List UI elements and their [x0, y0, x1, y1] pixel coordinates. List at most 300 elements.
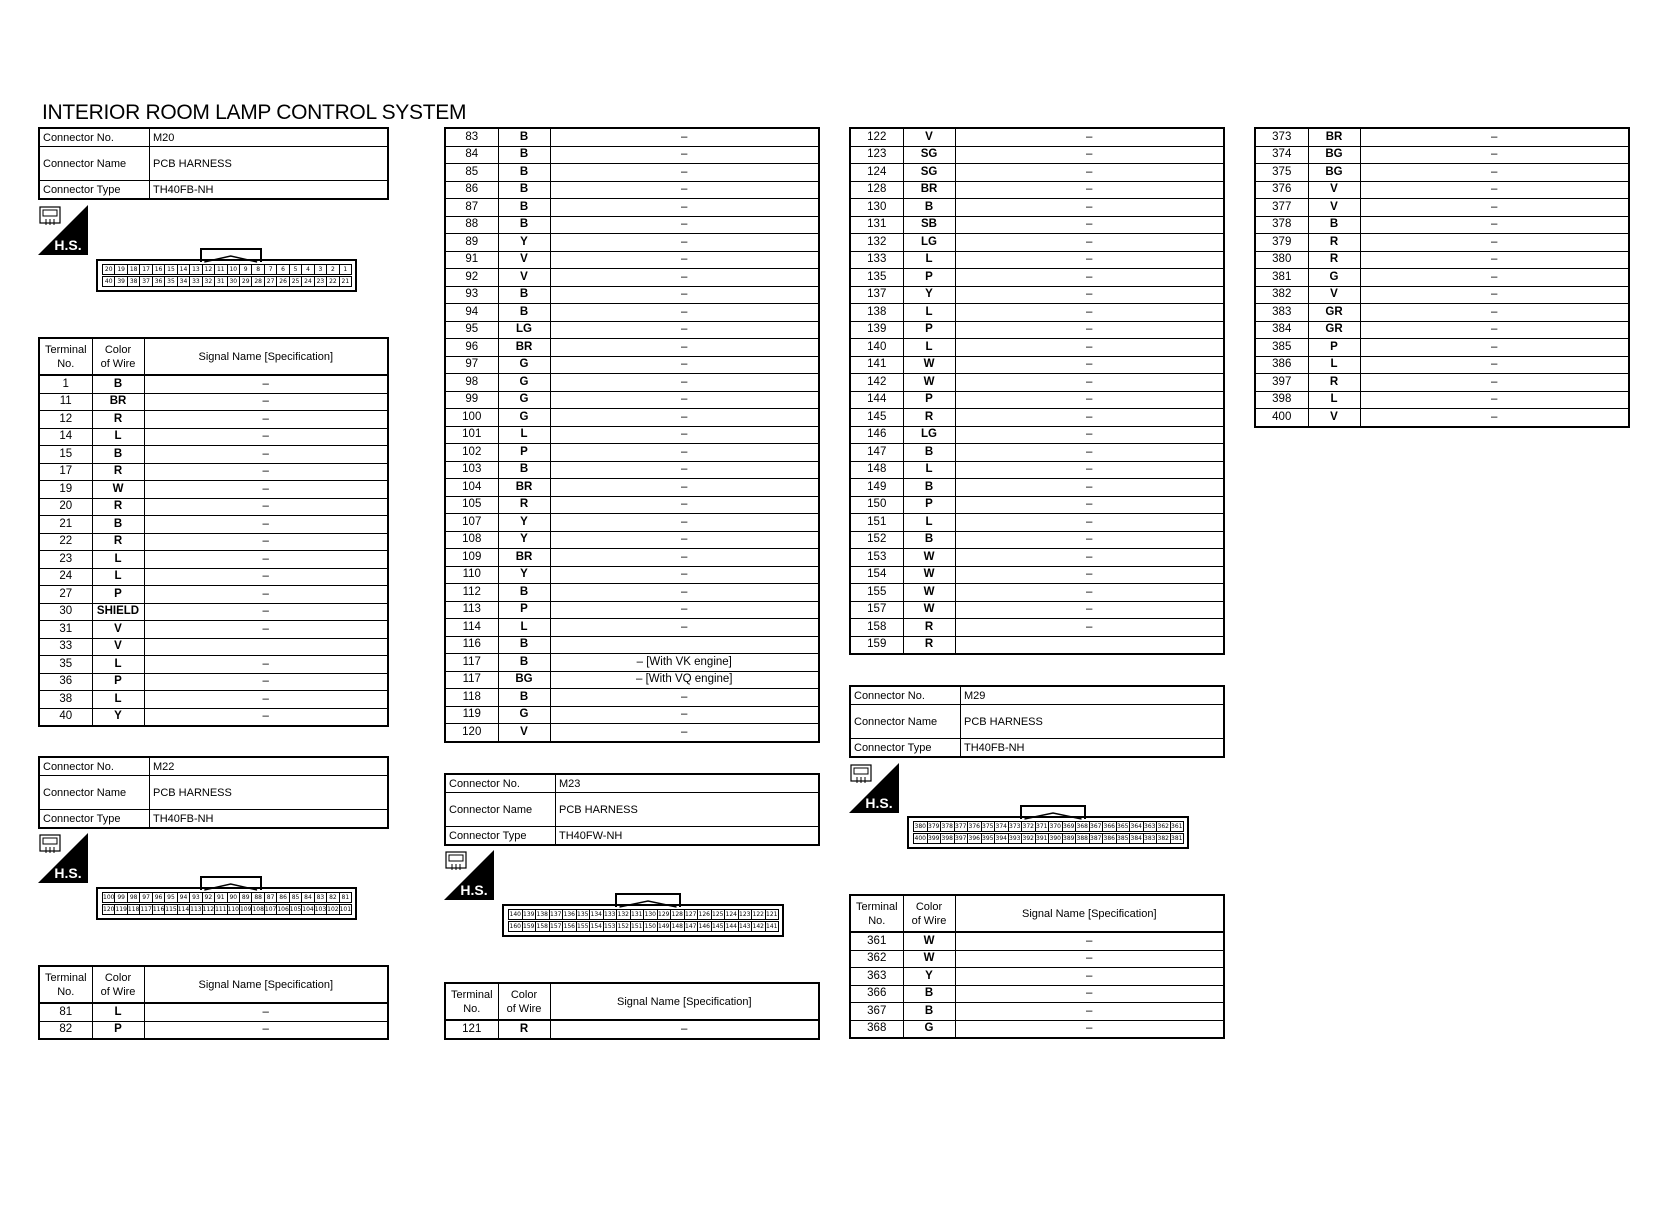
wire-color: G [498, 356, 550, 374]
terminal-no: 98 [445, 374, 498, 392]
table-row [850, 985, 1224, 1003]
connector-pin: 375 [982, 823, 994, 830]
terminal-no: 363 [850, 968, 903, 986]
connector-pin: 101 [339, 906, 352, 913]
wire-color: SG [903, 164, 955, 182]
terminal-no: 23 [39, 551, 92, 569]
signal-name: – [1360, 356, 1629, 374]
terminal-no: 110 [445, 566, 498, 584]
signal-name-header: Signal Name [Specification] [550, 983, 819, 1020]
table-row [445, 1020, 819, 1039]
wire-color: R [1308, 374, 1360, 392]
terminal-table-m20 [38, 337, 389, 727]
connector-pin: 2 [326, 264, 339, 275]
connector-no-value: M29 [961, 686, 1225, 705]
terminal-no: 132 [850, 234, 903, 252]
connector-pin: 103 [314, 906, 327, 913]
terminal-no: 12 [39, 411, 92, 429]
terminal-no: 21 [39, 516, 92, 534]
wire-color: BG [1308, 164, 1360, 182]
signal-name-header: Signal Name [Specification] [955, 895, 1224, 932]
table-row [850, 286, 1224, 304]
connector-pin: 370 [1049, 823, 1061, 830]
terminal-no: 151 [850, 514, 903, 532]
connector-pin: 135 [577, 911, 589, 918]
connector-pin: 146 [698, 923, 710, 930]
table-row [1255, 374, 1629, 392]
terminal-no: 114 [445, 619, 498, 637]
table-row [1255, 146, 1629, 164]
wire-color: B [92, 375, 144, 393]
wire-color: B [498, 636, 550, 654]
table-row [445, 689, 819, 707]
terminal-no: 374 [1255, 146, 1308, 164]
connector-pin: 116 [152, 906, 165, 913]
signal-name: – [955, 1020, 1224, 1038]
connector-pin: 132 [617, 911, 629, 918]
terminal-no: 96 [445, 339, 498, 357]
wire-color: G [498, 391, 550, 409]
signal-name: – [144, 551, 388, 569]
table-row [1255, 269, 1629, 287]
terminal-no: 376 [1255, 181, 1308, 199]
connector-pin: 18 [127, 264, 140, 275]
table-row [1255, 409, 1629, 427]
table-row [850, 932, 1224, 950]
terminal-no: 400 [1255, 409, 1308, 427]
harness-side-icon [849, 763, 899, 813]
wire-color: V [1308, 409, 1360, 427]
harness-side-icon [444, 850, 494, 900]
table-row [39, 393, 388, 411]
wire-color: P [92, 1021, 144, 1039]
terminal-no: 378 [1255, 216, 1308, 234]
table-row [850, 181, 1224, 199]
color-of-wire-header: Color of Wire [92, 338, 144, 375]
wire-color: R [903, 409, 955, 427]
signal-name: – [550, 496, 819, 514]
signal-name: – [955, 531, 1224, 549]
connector-no-value: M20 [150, 128, 389, 147]
table-row [850, 426, 1224, 444]
table-row [445, 461, 819, 479]
wire-color: B [498, 164, 550, 182]
table-row [1255, 128, 1629, 146]
color-of-wire-header: Color of Wire [92, 966, 144, 1003]
signal-name: – [955, 496, 1224, 514]
connector-pin: 39 [114, 276, 127, 287]
wire-color: V [498, 269, 550, 287]
table-row [39, 708, 388, 726]
terminal-no: 382 [1255, 286, 1308, 304]
wire-color: Y [498, 234, 550, 252]
wire-color: BR [903, 181, 955, 199]
signal-name: – [144, 481, 388, 499]
connector-pin: 38 [127, 276, 140, 287]
connector-pin: 140 [509, 911, 521, 918]
connector-pin: 389 [1063, 835, 1075, 842]
wire-color: G [498, 706, 550, 724]
connector-pin: 115 [165, 906, 177, 913]
connector-pin: 372 [1022, 823, 1034, 830]
connector-pin: 92 [202, 892, 215, 903]
signal-name: – [955, 619, 1224, 637]
signal-name: – [144, 411, 388, 429]
terminal-no: 131 [850, 216, 903, 234]
signal-name: – [955, 339, 1224, 357]
connector-type-value: TH40FB-NH [150, 810, 389, 829]
connector-pin: 126 [698, 911, 710, 918]
connector-pin: 119 [115, 906, 127, 913]
table-row [1255, 339, 1629, 357]
wire-color: B [903, 531, 955, 549]
wire-color: B [903, 199, 955, 217]
wire-color: L [903, 339, 955, 357]
terminal-no: 11 [39, 393, 92, 411]
terminal-no: 122 [850, 128, 903, 146]
wire-color: SG [903, 146, 955, 164]
terminal-no: 112 [445, 584, 498, 602]
terminal-table-m29 [849, 894, 1225, 1039]
wire-color: L [92, 428, 144, 446]
connector-pin: 367 [1090, 823, 1102, 830]
signal-name: – [144, 533, 388, 551]
table-row [1255, 181, 1629, 199]
signal-name: – [955, 374, 1224, 392]
wire-color: V [498, 724, 550, 742]
signal-name: – [144, 621, 388, 639]
table-row [850, 549, 1224, 567]
signal-name: – [955, 461, 1224, 479]
signal-name: – [550, 1020, 819, 1039]
connector-pin: 40 [102, 276, 115, 287]
connector-pin: 154 [590, 923, 602, 930]
connector-pin: 28 [251, 276, 264, 287]
terminal-no: 1 [39, 375, 92, 393]
connector-pin: 34 [177, 276, 190, 287]
wire-color: B [903, 985, 955, 1003]
connector-no-label: Connector No. [850, 686, 961, 705]
terminal-no: 155 [850, 584, 903, 602]
terminal-no: 30 [39, 603, 92, 621]
wire-color: B [92, 446, 144, 464]
connector-face-m29 [907, 805, 1189, 849]
terminal-no: 135 [850, 269, 903, 287]
wire-color: R [92, 411, 144, 429]
table-row [445, 216, 819, 234]
table-row [39, 463, 388, 481]
connector-no-value: M23 [556, 774, 820, 793]
page-title: INTERIOR ROOM LAMP CONTROL SYSTEM [42, 101, 467, 124]
table-row [445, 724, 819, 742]
color-of-wire-header: Color of Wire [498, 983, 550, 1020]
connector-pin: 107 [264, 906, 277, 913]
signal-name: – [955, 601, 1224, 619]
hs-label: H.S. [54, 237, 82, 253]
signal-name: – [550, 461, 819, 479]
connector-pin: 16 [152, 264, 165, 275]
connector-pin: 83 [314, 892, 327, 903]
terminal-no: 154 [850, 566, 903, 584]
signal-name: – [1360, 339, 1629, 357]
connector-pin: 105 [289, 906, 302, 913]
wire-color: R [1308, 234, 1360, 252]
connector-pin: 397 [955, 835, 967, 842]
connector-pin: 139 [523, 911, 535, 918]
wire-color: B [498, 146, 550, 164]
signal-name: – [550, 479, 819, 497]
table-row [850, 164, 1224, 182]
connector-pin: 152 [617, 923, 629, 930]
wire-color: L [1308, 391, 1360, 409]
wire-color: V [92, 621, 144, 639]
signal-name: – [550, 251, 819, 269]
connector-face-m22 [96, 876, 357, 920]
harness-side-icon [38, 833, 88, 883]
connector-pin: 102 [327, 906, 339, 913]
signal-name: – [955, 181, 1224, 199]
table-row [445, 619, 819, 637]
connector-pin: 94 [177, 892, 190, 903]
wire-color: L [92, 656, 144, 674]
wire-color: V [1308, 181, 1360, 199]
connector-pin: 86 [276, 892, 289, 903]
connector-pin: 12 [202, 264, 215, 275]
connector-pin: 399 [928, 835, 940, 842]
signal-name [550, 636, 819, 654]
connector-type-label: Connector Type [445, 827, 556, 846]
signal-name: – [550, 234, 819, 252]
connector-pin: 84 [301, 892, 314, 903]
wire-color: W [903, 584, 955, 602]
wire-color: P [903, 321, 955, 339]
table-row [39, 1003, 388, 1021]
signal-name: – [550, 706, 819, 724]
table-row [850, 514, 1224, 532]
table-row [1255, 286, 1629, 304]
wire-color: G [1308, 269, 1360, 287]
connector-pin: 122 [752, 911, 764, 918]
signal-name [144, 638, 388, 656]
terminal-no: 40 [39, 708, 92, 726]
signal-name: – [955, 549, 1224, 567]
connector-pin: 158 [536, 923, 548, 930]
signal-name: – [955, 985, 1224, 1003]
connector-pin: 393 [1009, 835, 1021, 842]
signal-name: – [550, 391, 819, 409]
wire-color: BR [498, 479, 550, 497]
connector-face-m23 [502, 893, 784, 937]
terminal-no: 100 [445, 409, 498, 427]
signal-name: – [144, 516, 388, 534]
connector-pin: 108 [252, 906, 264, 913]
connector-pin: 373 [1009, 823, 1021, 830]
wire-color: B [1308, 216, 1360, 234]
table-row [39, 656, 388, 674]
table-row [445, 286, 819, 304]
connector-pin: 112 [202, 906, 215, 913]
connector-pin: 85 [289, 892, 302, 903]
connector-pin: 25 [289, 276, 302, 287]
wire-color: B [498, 199, 550, 217]
signal-name: – [955, 391, 1224, 409]
connector-face-m20 [96, 248, 357, 292]
connector-pin: 129 [658, 911, 670, 918]
table-row [850, 601, 1224, 619]
terminal-no: 142 [850, 374, 903, 392]
table-row [850, 619, 1224, 637]
terminal-no: 120 [445, 724, 498, 742]
connector-name-value: PCB HARNESS [150, 776, 389, 810]
connector-pin: 19 [114, 264, 127, 275]
wire-color: L [498, 619, 550, 637]
wire-color: P [498, 601, 550, 619]
table-row [850, 950, 1224, 968]
terminal-no: 397 [1255, 374, 1308, 392]
wire-color: G [498, 409, 550, 427]
table-row [850, 321, 1224, 339]
table-row [850, 968, 1224, 986]
wire-color: W [903, 356, 955, 374]
wire-color: B [903, 479, 955, 497]
connector-no-label: Connector No. [445, 774, 556, 793]
signal-name: – [955, 932, 1224, 950]
connector-pin: 21 [339, 276, 352, 287]
terminal-no: 158 [850, 619, 903, 637]
signal-name: – [550, 181, 819, 199]
terminal-no: 150 [850, 496, 903, 514]
connector-pin: 383 [1144, 835, 1156, 842]
connector-pin: 145 [712, 923, 724, 930]
wire-color: R [498, 496, 550, 514]
wire-color: LG [903, 234, 955, 252]
terminal-no: 89 [445, 234, 498, 252]
signal-name: – [955, 1003, 1224, 1021]
wire-color: B [498, 304, 550, 322]
connector-pin: 15 [164, 264, 177, 275]
table-row [39, 691, 388, 709]
wire-color: R [92, 533, 144, 551]
signal-name: – [1360, 269, 1629, 287]
signal-name: – [550, 339, 819, 357]
table-row [850, 269, 1224, 287]
table-row [850, 636, 1224, 654]
connector-pin: 390 [1049, 835, 1061, 842]
signal-name: – [144, 446, 388, 464]
wire-color: B [498, 689, 550, 707]
terminal-no: 107 [445, 514, 498, 532]
table-row [445, 549, 819, 567]
wire-color: B [903, 1003, 955, 1021]
wire-color: W [903, 374, 955, 392]
table-row [445, 671, 819, 689]
terminal-no: 379 [1255, 234, 1308, 252]
table-row [445, 199, 819, 217]
wire-color: V [498, 251, 550, 269]
signal-name: – [1360, 321, 1629, 339]
terminal-no: 146 [850, 426, 903, 444]
connector-pin: 27 [264, 276, 277, 287]
connector-pin: 392 [1022, 835, 1034, 842]
signal-name: – [1360, 409, 1629, 427]
terminal-no: 36 [39, 673, 92, 691]
connector-pin: 400 [914, 835, 926, 842]
terminal-no: 375 [1255, 164, 1308, 182]
signal-name: – [955, 128, 1224, 146]
connector-pin: 10 [227, 264, 240, 275]
connector-pin: 24 [301, 276, 314, 287]
connector-pin: 131 [631, 911, 643, 918]
terminal-no: 377 [1255, 199, 1308, 217]
signal-name: – [550, 164, 819, 182]
signal-name: – [1360, 251, 1629, 269]
table-row [445, 128, 819, 146]
signal-name: – [1360, 181, 1629, 199]
signal-name: – [1360, 391, 1629, 409]
terminal-no: 86 [445, 181, 498, 199]
signal-name: – [1360, 304, 1629, 322]
signal-name: – [1360, 128, 1629, 146]
table-row [445, 374, 819, 392]
color-of-wire-header: Color of Wire [903, 895, 955, 932]
connector-pin: 127 [685, 911, 697, 918]
terminal-no: 15 [39, 446, 92, 464]
wire-color: R [903, 636, 955, 654]
connector-pin: 137 [550, 911, 562, 918]
wire-color: B [903, 444, 955, 462]
signal-name: – [1360, 164, 1629, 182]
signal-name: – [144, 463, 388, 481]
signal-name: – [550, 409, 819, 427]
terminal-no: 383 [1255, 304, 1308, 322]
signal-name: – [550, 321, 819, 339]
terminal-no: 93 [445, 286, 498, 304]
signal-name: – [550, 128, 819, 146]
terminal-no: 384 [1255, 321, 1308, 339]
table-row [445, 234, 819, 252]
connector-pin: 128 [671, 911, 683, 918]
connector-pin: 93 [189, 892, 202, 903]
connector-pin: 35 [164, 276, 177, 287]
terminal-no: 105 [445, 496, 498, 514]
wire-color: L [92, 691, 144, 709]
signal-name: – [144, 691, 388, 709]
connector-pin: 361 [1171, 823, 1183, 830]
terminal-no: 19 [39, 481, 92, 499]
table-row [1255, 251, 1629, 269]
terminal-no: 117 [445, 654, 498, 672]
connector-pin: 90 [227, 892, 240, 903]
connector-pin: 143 [739, 923, 751, 930]
terminal-no: 22 [39, 533, 92, 551]
terminal-no: 147 [850, 444, 903, 462]
table-row [445, 181, 819, 199]
table-row [445, 654, 819, 672]
signal-name: – [955, 304, 1224, 322]
connector-type-label: Connector Type [39, 810, 150, 829]
table-row [445, 584, 819, 602]
connector-pin: 32 [202, 276, 215, 287]
wire-color: P [903, 496, 955, 514]
connector-pin: 125 [712, 911, 724, 918]
connector-info-m23 [444, 773, 820, 846]
terminal-no: 386 [1255, 356, 1308, 374]
table-row [39, 516, 388, 534]
signal-name: – [144, 568, 388, 586]
signal-name: – [550, 601, 819, 619]
connector-pin: 385 [1117, 835, 1129, 842]
connector-pin: 8 [251, 264, 264, 275]
